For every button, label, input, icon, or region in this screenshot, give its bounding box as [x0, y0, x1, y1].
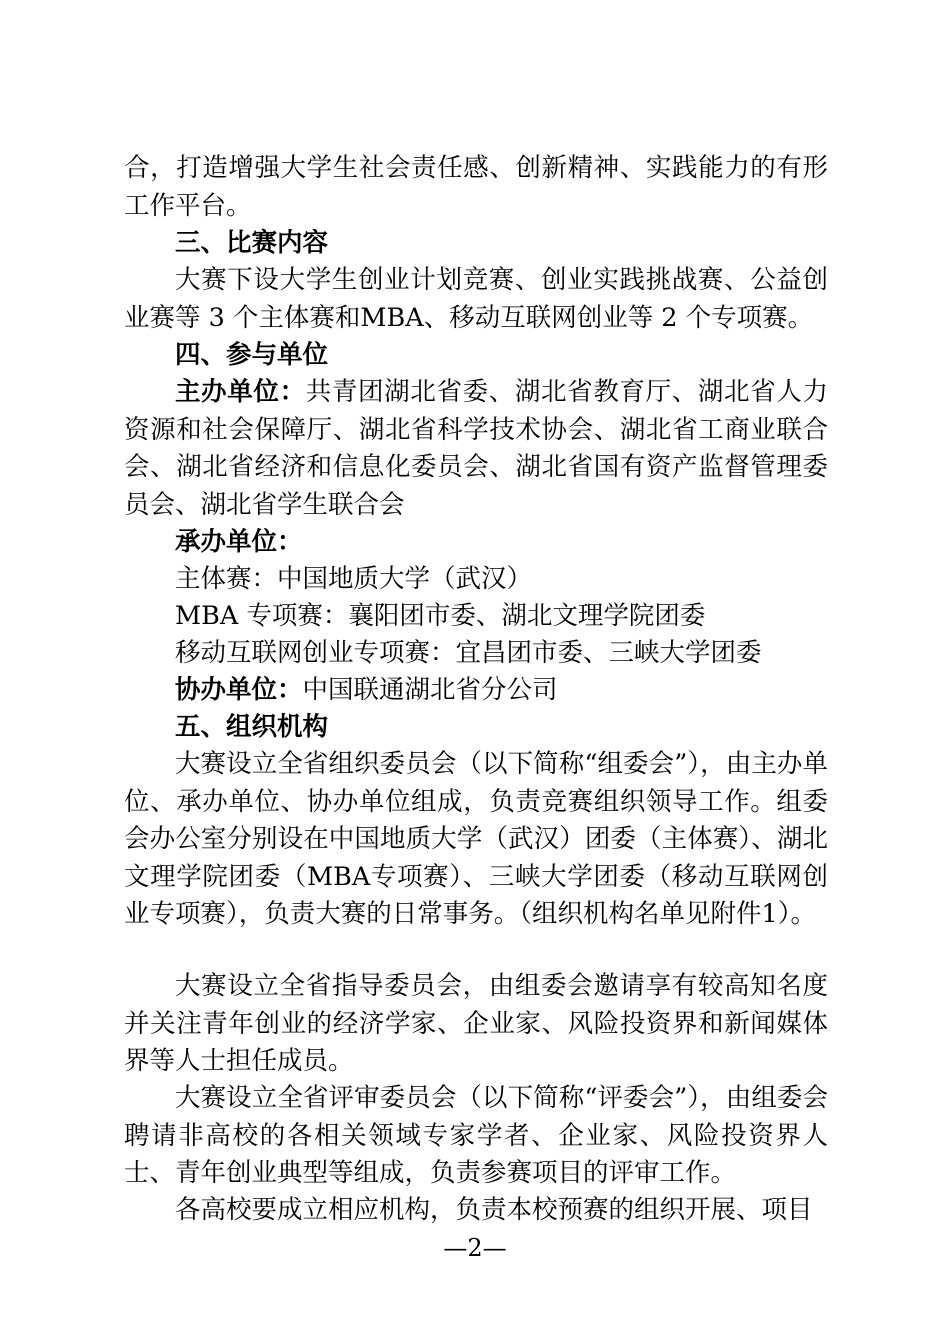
section-heading-contest-content: 三、比赛内容	[175, 228, 329, 258]
paragraph-co-organizer	[124, 672, 828, 710]
paragraph-universities: 各高校要成立相应机构，负责本校预赛的组织开展、项目	[175, 1195, 813, 1225]
paragraph-contest-content: 大赛下设大学生创业计划竞赛、创业实践挑战赛、公益创业赛等 3 个主体赛和MBA、移动互联网创业等 2 个专项赛。	[124, 265, 828, 333]
paragraph-review-committee: 大赛设立全省评审委员会（以下简称“评委会”），由组委会聘请非高校的各相关领域专家学者、企业家、风险投资界人士、青年创业典型等组成，负责参赛项目的评审工作。	[124, 1083, 828, 1188]
paragraph-host-units	[124, 374, 828, 524]
organizer-units-label: 承办单位：	[175, 527, 303, 557]
paragraph-organizing-committee: 大赛设立全省组织委员会（以下简称“组委会”），由主办单位、承办单位、协办单位组成，负责竞赛组织领导工作。组委会办公室分别设在中国地质大学（武汉）团委（主体赛）、湖北文理学院团委（MBA专项赛）、三峡大学团委（移动互联网创业专项赛），负责大赛的日常事务。（组织机构名单见附件1）。	[124, 749, 828, 929]
section-heading-organization: 五、组织机构	[175, 712, 329, 742]
section-heading-participants: 四、参与单位	[175, 340, 329, 370]
paragraph-guidance-committee: 大赛设立全省指导委员会，由组委会邀请享有较高知名度并关注青年创业的经济学家、企业家、风险投资界和新闻媒体界等人士担任成员。	[124, 971, 828, 1076]
co-organizer-text: 中国联通湖北省分公司	[302, 675, 558, 705]
organizer-main-contest: 主体赛：中国地质大学（武汉）	[175, 564, 533, 594]
co-organizer-label: 协办单位：	[175, 675, 303, 705]
organizer-mba-contest: MBA 专项赛：襄阳团市委、湖北文理学院团委	[175, 601, 706, 631]
page-number: —2—	[443, 1234, 507, 1262]
host-units-text: 共青团湖北省委、湖北省教育厅、湖北省人力资源和社会保障厅、湖北省科学技术协会、湖北省工商业联合会、湖北省经济和信息化委员会、湖北省国有资产监督管理委员会、湖北省学生联合会	[124, 377, 828, 520]
organizer-mobile-internet-contest: 移动互联网创业专项赛：宜昌团市委、三峡大学团委	[175, 638, 762, 668]
host-units-label: 主办单位：	[175, 377, 306, 407]
paragraph-continuation: 合，打造增强大学生社会责任感、创新精神、实践能力的有形工作平台。	[124, 153, 828, 221]
